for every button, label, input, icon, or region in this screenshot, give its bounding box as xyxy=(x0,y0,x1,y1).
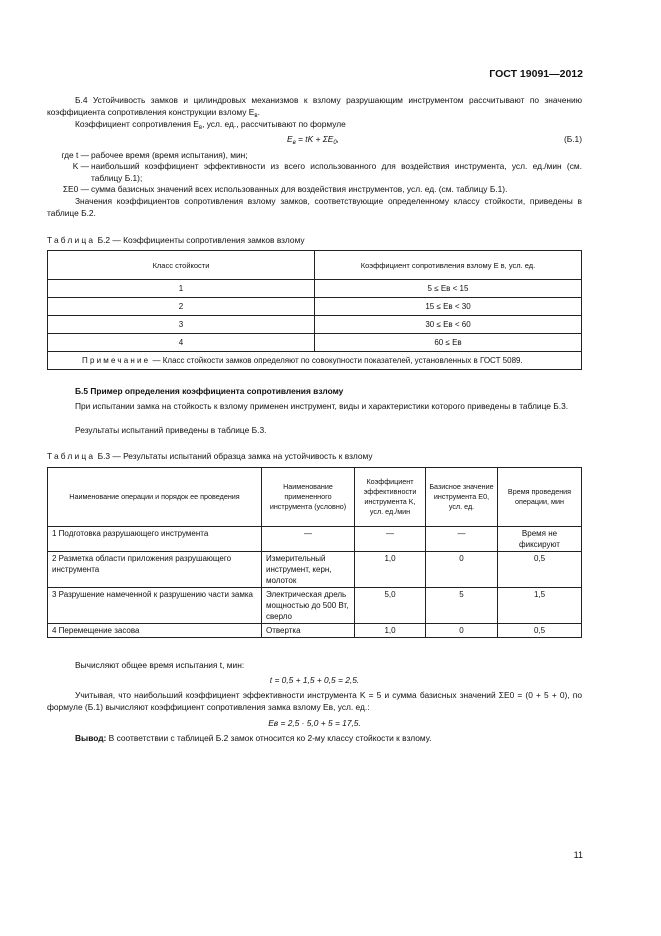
page-number: 11 xyxy=(573,850,583,860)
formula-sub2: 0 xyxy=(333,140,337,146)
table-cell: 2 Разметка области приложения разрушающего инструмента xyxy=(48,552,262,588)
table-row xyxy=(48,298,582,316)
conclusion-label: Вывод: xyxy=(75,733,107,743)
formula-number: (Б.1) xyxy=(563,134,582,144)
table-b3-caption-prefix: Таблица xyxy=(47,451,96,461)
table-note-row xyxy=(48,352,582,370)
note-prefix: Примечание xyxy=(82,356,151,365)
table-cell: Измерительный инструмент, керн, молоток xyxy=(262,552,355,588)
calc-equation-1: t = 0,5 + 1,5 + 0,5 = 2,5. xyxy=(269,675,360,685)
b4-para1-text: Б.4 Устойчивость замков и цилиндровых механизмов к взлому разрушающим инструментом рассчитывают по значению коэффициента сопротивления конструкции взлому E xyxy=(47,95,582,117)
table-cell: Отвертка xyxy=(262,624,355,638)
table-note xyxy=(48,352,582,370)
b4-para2-text: Коэффициент сопротивления E xyxy=(75,119,199,129)
table-b2-caption xyxy=(47,235,305,245)
b4-paragraph-2 xyxy=(47,119,582,135)
table-b3-caption-text: Б.3 — Результаты испытаний образца замка на устойчивость к взлому xyxy=(95,451,373,461)
conclusion-text: В соответствии с таблицей Б.2 замок относится ко 2-му классу стойкости к взлому. xyxy=(106,733,432,743)
table-row xyxy=(48,527,582,552)
b5-paragraph-2: Результаты испытаний приведены в таблице Б.3. xyxy=(75,425,267,435)
legend-desc: сумма базисных значений всех использованных для воздействия инструментов, усл. ед. (см. таблицу Б.1). xyxy=(91,184,508,195)
table-header-cell: Коэффициент сопротивления взлому E в, усл. ед. xyxy=(315,251,582,280)
table-b2-caption-text: Б.2 — Коэффициенты сопротивления замков взлому xyxy=(95,235,305,245)
table-row xyxy=(48,316,582,334)
b4-para1-sub: в xyxy=(254,112,258,119)
table-cell: 1 xyxy=(48,280,315,298)
table-header-cell: Наименование операции и порядок ее проведения xyxy=(48,468,262,527)
legend-desc: наибольший коэффициент эффективности из всего использованного для воздействия инструмента, усл. ед./мин (см. таблицу Б.1); xyxy=(91,161,582,183)
table-cell: Электрическая дрель мощностью до 500 Вт, сверло xyxy=(262,588,355,624)
table-row xyxy=(48,624,582,638)
formula-expression xyxy=(287,134,339,149)
table-cell: 2 xyxy=(48,298,315,316)
table-cell: 0,5 xyxy=(498,552,582,588)
table-row xyxy=(48,588,582,624)
table-b3 xyxy=(47,467,582,638)
table-cell: 3 xyxy=(48,316,315,334)
document-id: ГОСТ 19091—2012 xyxy=(489,68,583,80)
b4-para2-sub: в xyxy=(198,125,203,131)
table-cell: 0,5 xyxy=(498,624,582,638)
table-cell: — xyxy=(262,527,355,552)
table-cell: 1,0 xyxy=(355,552,426,588)
formula-sub: в xyxy=(292,140,296,146)
legend-key: где t — xyxy=(61,150,89,160)
table-header-cell: Время проведения операции, мин xyxy=(498,468,582,527)
legend-desc: рабочее время (время испытания), мин; xyxy=(91,150,248,160)
legend-row-k xyxy=(47,161,582,184)
note-text: — Класс стойкости замков определяют по совокупности показателей, установленных в ГОСТ 5089. xyxy=(150,356,523,365)
calc-equation-2: Eв = 2,5 · 5,0 + 5 = 17,5. xyxy=(268,718,361,728)
table-header-cell: Коэффициент эффективности инструмента K, усл. ед./мин xyxy=(355,468,426,527)
b4-paragraph-3: Значения коэффициентов сопротивления взлому замков, соответствующие определенному классу стойкости, приведены в таблице Б.2. xyxy=(47,196,582,218)
table-cell: 5 ≤ Eв < 15 xyxy=(315,280,582,298)
table-row xyxy=(48,280,582,298)
formula-end: , xyxy=(336,134,340,144)
formula-mid: = tK + ΣE xyxy=(295,134,334,144)
calc-line-2: Учитывая, что наибольший коэффициент эффективности инструмента K = 5 и сумма базисных значений ΣE0 = (0 + 5 + 0), по формуле (Б.1) вычисляют коэффициент сопротивления замка взлому Eв, усл. ед.: xyxy=(47,690,582,712)
table-header-cell: Наименование примененного инструмента (условно) xyxy=(262,468,355,527)
table-cell: 5,0 xyxy=(355,588,426,624)
table-row xyxy=(48,552,582,588)
table-cell: 4 Перемещение засова xyxy=(48,624,262,638)
formula-legend xyxy=(47,150,582,196)
table-cell: — xyxy=(426,527,498,552)
legend-key: ΣE0 — xyxy=(62,184,89,195)
table-cell: 1 Подготовка разрушающего инструмента xyxy=(48,527,262,552)
table-header-row xyxy=(48,251,582,280)
table-header-cell: Класс стойкости xyxy=(48,251,315,280)
table-header-row xyxy=(48,468,582,527)
legend-row-e0 xyxy=(47,184,582,195)
table-cell: Время не фиксируют xyxy=(498,527,582,552)
table-cell: 4 xyxy=(48,334,315,352)
table-b2-caption-prefix: Таблица xyxy=(47,235,96,245)
table-cell: 15 ≤ Eв < 30 xyxy=(315,298,582,316)
legend-row-t xyxy=(47,150,582,161)
legend-key: K — xyxy=(72,161,89,172)
table-cell: 60 ≤ Eв xyxy=(315,334,582,352)
table-cell: 1,5 xyxy=(498,588,582,624)
b5-paragraph-1: При испытании замка на стойкость к взлому применен инструмент, виды и характеристики которого приведены в таблице Б.3. xyxy=(75,401,569,411)
calc-line-1: Вычисляют общее время испытания t, мин: xyxy=(75,660,245,670)
b4-para2-end: , усл. ед., рассчитывают по формуле xyxy=(202,119,346,129)
b4-para1-end: . xyxy=(257,106,260,117)
table-cell: 3 Разрушение намеченной к разрушению части замка xyxy=(48,588,262,624)
table-cell: 1,0 xyxy=(355,624,426,638)
conclusion xyxy=(47,733,582,745)
formula-left: E xyxy=(287,134,293,144)
b5-title: Б.5 Пример определения коэффициента сопротивления взлому xyxy=(75,386,344,396)
table-cell: 0 xyxy=(426,624,498,638)
table-cell: — xyxy=(355,527,426,552)
table-cell: 0 xyxy=(426,552,498,588)
table-header-cell: Базисное значение инструмента E0, усл. ед. xyxy=(426,468,498,527)
table-b3-caption xyxy=(47,451,373,461)
table-b2 xyxy=(47,250,582,370)
table-row xyxy=(48,334,582,352)
table-cell: 30 ≤ Eв < 60 xyxy=(315,316,582,334)
table-cell: 5 xyxy=(426,588,498,624)
